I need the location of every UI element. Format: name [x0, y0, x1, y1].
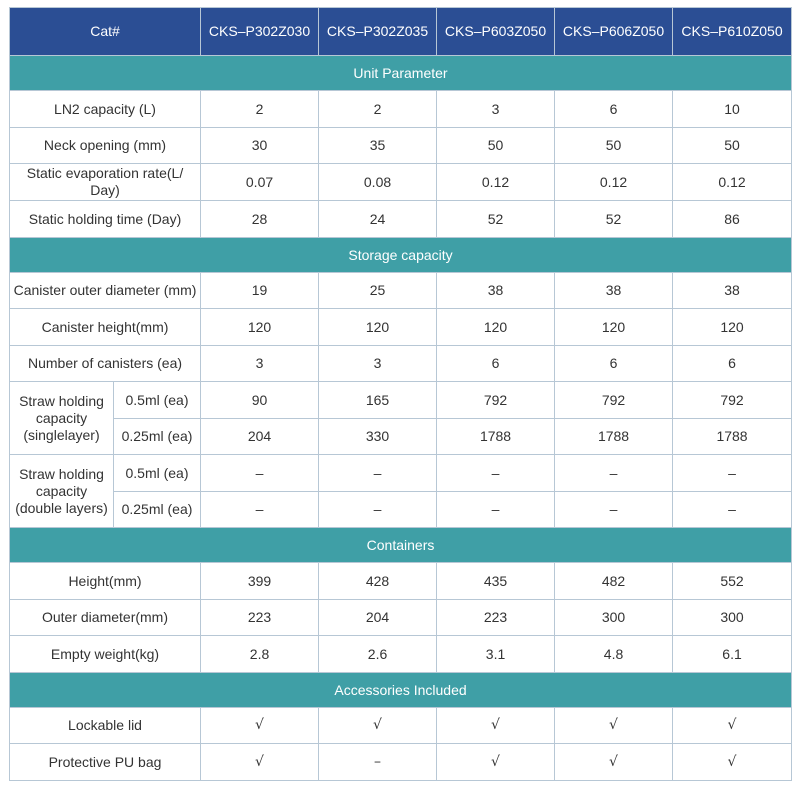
value-cell: 6	[555, 91, 673, 128]
value-cell: 50	[555, 128, 673, 164]
value-cell: 204	[201, 419, 319, 455]
value-cell: 204	[319, 600, 437, 636]
value-cell: 0.12	[437, 164, 555, 201]
row-evaporation-rate	[10, 164, 792, 201]
value-cell: 52	[437, 201, 555, 238]
value-cell: 1788	[437, 419, 555, 455]
value-cell: –	[201, 455, 319, 492]
row-sub-label: 0.25ml (ea)	[114, 419, 201, 455]
value-cell: 25	[319, 273, 437, 309]
value-cell: 120	[555, 309, 673, 346]
section-unit-parameter	[10, 56, 792, 91]
value-cell: –	[673, 455, 792, 492]
row-straw-double-05	[10, 455, 792, 492]
header-model: CKS–P610Z050	[673, 8, 792, 56]
value-cell: √	[319, 708, 437, 744]
row-straw-single-05	[10, 382, 792, 419]
value-cell: 6	[555, 346, 673, 382]
row-holding-time	[10, 201, 792, 238]
row-label: Lockable lid	[10, 708, 201, 744]
value-cell: 38	[673, 273, 792, 309]
row-canister-count	[10, 346, 792, 382]
row-group-label: Straw holding capacity (double layers)	[10, 455, 114, 528]
value-cell: 120	[673, 309, 792, 346]
value-cell: –	[319, 492, 437, 528]
value-cell: –	[319, 744, 437, 781]
section-storage-capacity	[10, 238, 792, 273]
value-cell: 50	[673, 128, 792, 164]
value-cell: √	[555, 744, 673, 781]
value-cell: 792	[555, 382, 673, 419]
value-cell: 52	[555, 201, 673, 238]
value-cell: 300	[673, 600, 792, 636]
value-cell: 35	[319, 128, 437, 164]
value-cell: –	[319, 455, 437, 492]
value-cell: –	[555, 492, 673, 528]
value-cell: 1788	[673, 419, 792, 455]
header-model: CKS–P603Z050	[437, 8, 555, 56]
value-cell: 0.12	[555, 164, 673, 201]
row-straw-double-025	[10, 492, 792, 528]
value-cell: 399	[201, 563, 319, 600]
row-sub-label: 0.25ml (ea)	[114, 492, 201, 528]
value-cell: –	[673, 492, 792, 528]
value-cell: 19	[201, 273, 319, 309]
row-label: Static evaporation rate(L/ Day)	[10, 164, 201, 201]
value-cell: 30	[201, 128, 319, 164]
value-cell: 24	[319, 201, 437, 238]
value-cell: √	[437, 708, 555, 744]
value-cell: √	[201, 708, 319, 744]
value-cell: √	[437, 744, 555, 781]
value-cell: 86	[673, 201, 792, 238]
value-cell: 2	[201, 91, 319, 128]
value-cell: 428	[319, 563, 437, 600]
value-cell: 38	[555, 273, 673, 309]
row-ln2-capacity	[10, 91, 792, 128]
section-title: Containers	[10, 528, 792, 563]
value-cell: 120	[437, 309, 555, 346]
value-cell: 552	[673, 563, 792, 600]
value-cell: 435	[437, 563, 555, 600]
header-model: CKS–P302Z035	[319, 8, 437, 56]
value-cell: √	[673, 708, 792, 744]
value-cell: 3	[201, 346, 319, 382]
value-cell: 4.8	[555, 636, 673, 673]
value-cell: –	[437, 492, 555, 528]
value-cell: √	[201, 744, 319, 781]
value-cell: 792	[437, 382, 555, 419]
value-cell: 2.6	[319, 636, 437, 673]
value-cell: 38	[437, 273, 555, 309]
row-label: Static holding time (Day)	[10, 201, 201, 238]
value-cell: 0.07	[201, 164, 319, 201]
value-cell: 120	[319, 309, 437, 346]
row-empty-weight	[10, 636, 792, 673]
header-cat: Cat#	[10, 8, 201, 56]
row-canister-height	[10, 309, 792, 346]
value-cell: 0.12	[673, 164, 792, 201]
value-cell: 1788	[555, 419, 673, 455]
value-cell: 300	[555, 600, 673, 636]
value-cell: 482	[555, 563, 673, 600]
row-lockable-lid	[10, 708, 792, 744]
section-title: Unit Parameter	[10, 56, 792, 91]
row-pu-bag	[10, 744, 792, 781]
value-cell: √	[555, 708, 673, 744]
value-cell: 223	[201, 600, 319, 636]
value-cell: 165	[319, 382, 437, 419]
value-cell: 6	[673, 346, 792, 382]
value-cell: 3	[437, 91, 555, 128]
row-label: Canister outer diameter (mm)	[10, 273, 201, 309]
row-label: LN2 capacity (L)	[10, 91, 201, 128]
value-cell: 10	[673, 91, 792, 128]
value-cell: 2	[319, 91, 437, 128]
row-label: Empty weight(kg)	[10, 636, 201, 673]
value-cell: 792	[673, 382, 792, 419]
row-label: Protective PU bag	[10, 744, 201, 781]
value-cell: √	[673, 744, 792, 781]
section-containers	[10, 528, 792, 563]
row-neck-opening	[10, 128, 792, 164]
row-outer-diameter	[10, 600, 792, 636]
section-title: Storage capacity	[10, 238, 792, 273]
value-cell: –	[555, 455, 673, 492]
value-cell: –	[201, 492, 319, 528]
value-cell: 223	[437, 600, 555, 636]
value-cell: 90	[201, 382, 319, 419]
row-label: Neck opening (mm)	[10, 128, 201, 164]
value-cell: 6.1	[673, 636, 792, 673]
row-height	[10, 563, 792, 600]
value-cell: 2.8	[201, 636, 319, 673]
row-canister-diameter	[10, 273, 792, 309]
value-cell: 6	[437, 346, 555, 382]
section-title: Accessories Included	[10, 673, 792, 708]
value-cell: 28	[201, 201, 319, 238]
row-sub-label: 0.5ml (ea)	[114, 382, 201, 419]
value-cell: –	[437, 455, 555, 492]
value-cell: 120	[201, 309, 319, 346]
row-straw-single-025	[10, 419, 792, 455]
value-cell: 330	[319, 419, 437, 455]
row-label: Canister height(mm)	[10, 309, 201, 346]
row-label: Number of canisters (ea)	[10, 346, 201, 382]
value-cell: 0.08	[319, 164, 437, 201]
value-cell: 50	[437, 128, 555, 164]
section-accessories	[10, 673, 792, 708]
header-row	[10, 8, 792, 56]
spec-table	[9, 7, 792, 781]
row-sub-label: 0.5ml (ea)	[114, 455, 201, 492]
row-label: Height(mm)	[10, 563, 201, 600]
header-model: CKS–P606Z050	[555, 8, 673, 56]
row-group-label: Straw holding capacity (singlelayer)	[10, 382, 114, 455]
value-cell: 3	[319, 346, 437, 382]
header-model: CKS–P302Z030	[201, 8, 319, 56]
value-cell: 3.1	[437, 636, 555, 673]
row-label: Outer diameter(mm)	[10, 600, 201, 636]
